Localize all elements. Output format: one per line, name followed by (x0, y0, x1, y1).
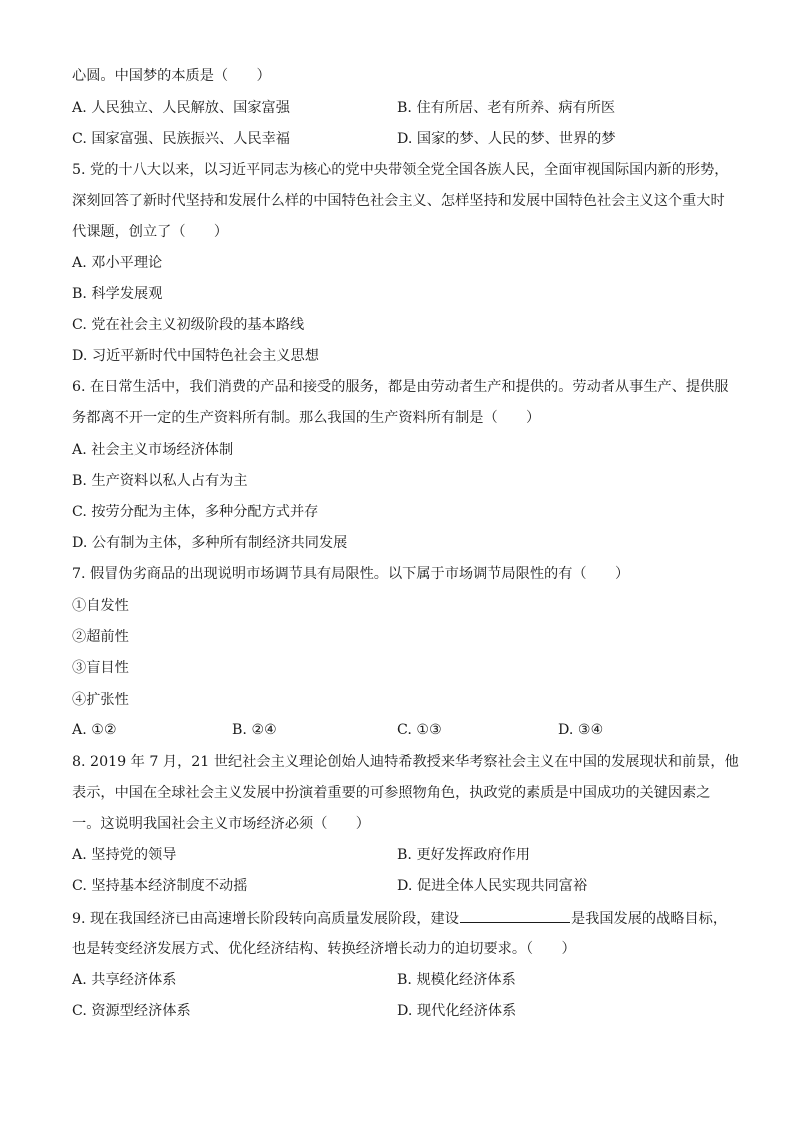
q7-option-d: D. ③④ (558, 722, 604, 738)
q5-stem-line-2: 深刻回答了新时代坚持和发展什么样的中国特色社会主义、怎样坚持和发展中国特色社会主义这个重大时 (72, 193, 725, 209)
q7-option-c: C. ①③ (397, 722, 442, 738)
q5-stem-line-1: 5. 党的十八大以来，以习近平同志为核心的党中央带领全党全国各族人民，全面审视国际国内新的形势， (72, 162, 729, 178)
q6-option-b: B. 生产资料以私人占有为主 (72, 473, 248, 489)
q9-stem-line-2: 也是转变经济发展方式、优化经济结构、转换经济增长动力的迫切要求。（ ） (72, 941, 576, 957)
q4-option-d: D. 国家的梦、人民的梦、世界的梦 (397, 131, 616, 147)
q9-option-d: D. 现代化经济体系 (397, 1003, 517, 1019)
q6-stem-line-2: 务都离不开一定的生产资料所有制。那么我国的生产资料所有制是（ ） (72, 410, 541, 426)
q9-option-c: C. 资源型经济体系 (72, 1003, 191, 1019)
q7-item-1: ①自发性 (72, 598, 129, 614)
q9-stem-after-blank: 是我国发展的战略目标， (570, 911, 728, 927)
q6-option-d: D. 公有制为主体，多种所有制经济共同发展 (72, 535, 348, 551)
q6-option-c: C. 按劳分配为主体，多种分配方式并存 (72, 504, 319, 520)
q6-stem-line-1: 6. 在日常生活中，我们消费的产品和接受的服务，都是由劳动者生产和提供的。劳动者从事生产、提供服 (72, 379, 729, 395)
q7-item-2: ②超前性 (72, 629, 129, 645)
q8-option-c: C. 坚持基本经济制度不动摇 (72, 878, 248, 894)
q8-stem-line-2: 表示，中国在全球社会主义发展中扮演着重要的可参照物角色，执政党的素质是中国成功的关键因素之 (72, 785, 711, 801)
q9-stem-before-blank: 9. 现在我国经济已由高速增长阶段转向高质量发展阶段，建设 (72, 911, 459, 927)
q9-option-b: B. 规模化经济体系 (397, 972, 516, 988)
q9-stem-line-1 (72, 908, 728, 929)
q4-option-c: C. 国家富强、民族振兴、人民幸福 (72, 131, 290, 147)
q9-option-a: A. 共享经济体系 (72, 972, 177, 988)
q5-option-b: B. 科学发展观 (72, 286, 163, 302)
q4-option-b: B. 住有所居、老有所养、病有所医 (397, 100, 616, 116)
q5-option-a: A. 邓小平理论 (72, 255, 163, 271)
q7-stem: 7. 假冒伪劣商品的出现说明市场调节具有局限性。以下属于市场调节局限性的有（ ） (72, 566, 630, 582)
q7-item-3: ③盲目性 (72, 660, 129, 676)
q8-stem-line-1: 8. 2019 年 7 月，21 世纪社会主义理论创始人迪特希教授来华考察社会主义在中国的发展现状和前景，他 (72, 754, 739, 770)
q7-option-a: A. ①② (72, 722, 117, 738)
q5-option-d: D. 习近平新时代中国特色社会主义思想 (72, 348, 319, 364)
q8-option-d: D. 促进全体人民实现共同富裕 (397, 878, 588, 894)
q4-option-a: A. 人民独立、人民解放、国家富强 (72, 100, 290, 116)
q8-option-b: B. 更好发挥政府作用 (397, 847, 530, 863)
q8-option-a: A. 坚持党的领导 (72, 847, 177, 863)
q7-item-4: ④扩张性 (72, 692, 129, 708)
q5-option-c: C. 党在社会主义初级阶段的基本路线 (72, 317, 305, 333)
q8-stem-line-3: 一。这说明我国社会主义市场经济必须（ ） (72, 816, 370, 832)
q5-stem-line-3: 代课题，创立了（ ） (72, 224, 229, 240)
q4-stem-tail: 心圆。中国梦的本质是（ ） (72, 68, 271, 84)
q9-fill-blank (460, 908, 570, 923)
q6-option-a: A. 社会主义市场经济体制 (72, 442, 234, 458)
q7-option-b: B. ②④ (232, 722, 277, 738)
